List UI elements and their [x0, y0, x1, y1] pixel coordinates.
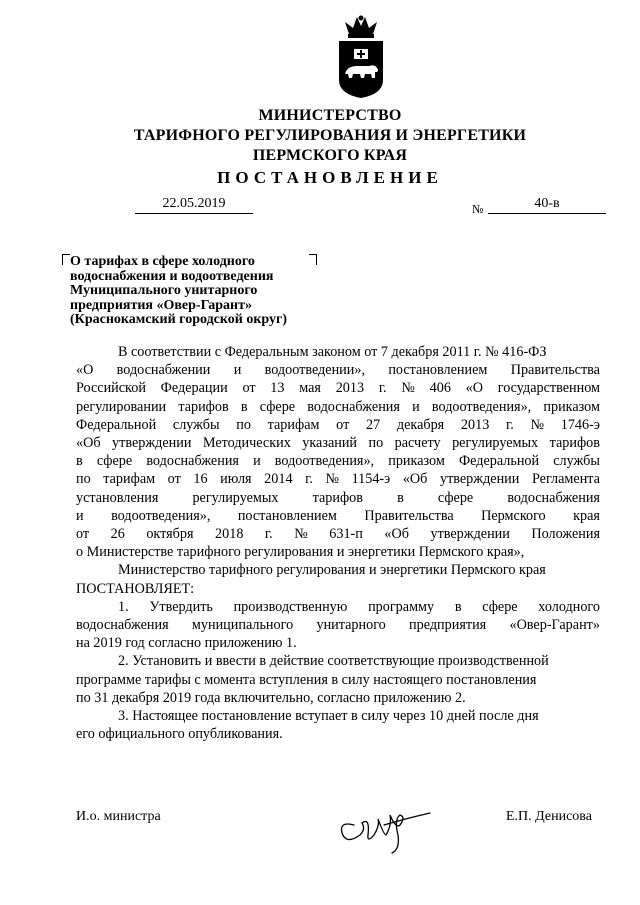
word: службы	[172, 416, 220, 433]
word: Российской	[76, 380, 146, 397]
word: указаний	[302, 435, 358, 452]
body-line: на 2019 год согласно приложению 1.	[76, 635, 297, 652]
word: 16	[193, 471, 208, 488]
ministry-header	[120, 106, 540, 166]
word: 13	[270, 380, 285, 397]
word: и	[233, 362, 242, 379]
word: по	[236, 416, 251, 433]
word: муниципального	[191, 617, 294, 634]
word: в	[240, 398, 248, 415]
word: Федеральной	[76, 416, 157, 433]
body-line: по 31 декабря 2019 года включительно, согласно приложению 2.	[76, 689, 466, 706]
word: «Об	[402, 471, 428, 488]
word: тарифов	[549, 435, 600, 452]
word: г.	[305, 471, 313, 488]
word: и	[412, 398, 420, 415]
word: холодного	[538, 598, 600, 615]
decree-date: 22.05.2019	[135, 196, 253, 214]
handwritten-signature-icon	[334, 795, 434, 855]
word: от	[167, 471, 181, 488]
word: регулируемых	[192, 489, 279, 506]
word: расчету	[394, 435, 441, 452]
word: 1746-э	[560, 416, 600, 433]
word: тарифов	[178, 398, 229, 415]
subject-line: Муниципального унитарного	[70, 283, 258, 298]
word: 2018	[215, 526, 244, 543]
word: Правительства	[364, 507, 454, 524]
body-line: 3. Настоящее постановление вступает в силу через 10 дней после дня	[118, 708, 539, 725]
perm-krai-coat-of-arms-icon	[335, 14, 387, 100]
word: постановлением	[388, 362, 488, 379]
word: утверждении	[112, 435, 192, 452]
word: №	[325, 471, 339, 488]
word: предприятия	[409, 617, 487, 634]
word: 1154-э	[351, 471, 391, 488]
word: Методических	[202, 435, 291, 452]
word: 26	[110, 526, 125, 543]
decree-subject	[70, 255, 350, 328]
body-line	[76, 489, 600, 507]
word: приказом	[388, 453, 445, 470]
decree-body	[76, 343, 600, 743]
number-sign: №	[472, 202, 484, 216]
word: г.	[264, 526, 273, 543]
word: регулировании	[76, 398, 167, 415]
ministry-line-2: ТАРИФНОГО РЕГУЛИРОВАНИЯ И ЭНЕРГЕТИКИ	[133, 127, 527, 144]
word: производственную	[233, 598, 348, 615]
word: водоснабжения	[146, 453, 239, 470]
word: 1.	[118, 598, 129, 615]
word: 2013	[335, 380, 365, 397]
word: сфере	[482, 598, 518, 615]
word: июля	[220, 471, 252, 488]
word: Регламента	[531, 471, 600, 488]
body-line	[76, 525, 600, 543]
body-line: 2. Установить и ввести в действие соответствующие производственной	[118, 653, 549, 670]
word: №	[530, 416, 545, 433]
body-line	[76, 434, 600, 452]
word: сфере	[437, 489, 474, 506]
word: в	[76, 453, 83, 470]
word: государственном	[497, 380, 600, 397]
word: №	[294, 526, 308, 543]
word: Положения	[531, 526, 600, 543]
word: унитарного	[316, 617, 386, 634]
word: утверждении	[439, 471, 520, 488]
body-line: его официального опубликования.	[76, 726, 283, 743]
decree-title: ПОСТАНОВЛЕНИЕ	[217, 168, 443, 187]
word: 2013	[460, 416, 490, 433]
signatory-position: И.о. министра	[76, 809, 161, 824]
word: «Об	[384, 526, 409, 543]
word: в	[397, 489, 404, 506]
word: тарифов	[312, 489, 363, 506]
word: водоотведения»,	[431, 398, 532, 415]
word: по	[76, 471, 91, 488]
ministry-line-3: ПЕРМСКОГО КРАЯ	[252, 147, 408, 164]
word: г.	[506, 416, 514, 433]
subject-line: О тарифах в сфере холодного	[70, 254, 255, 269]
word: и	[76, 507, 84, 524]
word: тарифам	[267, 416, 320, 433]
word: сфере	[96, 453, 133, 470]
body-line: программе тарифы с момента вступления в силу настоящего постановления	[76, 671, 537, 688]
subject-line: водоснабжения и водоотведения	[70, 268, 274, 284]
word: установления	[76, 489, 159, 506]
word: постановлением	[237, 507, 337, 524]
word: Пермского	[481, 507, 546, 524]
word: г.	[378, 380, 387, 397]
subject-line: предприятия «Овер-Гарант»	[70, 297, 252, 313]
word: тарифам	[103, 471, 156, 488]
word: мая	[299, 380, 321, 397]
word: Федеральной	[458, 453, 540, 470]
word: 406	[429, 380, 451, 397]
body-line: ПОСТАНОВЛЯЕТ:	[76, 580, 195, 597]
ministry-line-1: МИНИСТЕРСТВО	[258, 107, 402, 124]
word: №	[401, 380, 415, 397]
body-line	[76, 470, 600, 488]
word: декабря	[396, 416, 445, 433]
subject-line: (Краснокамский городской округ)	[70, 312, 288, 327]
body-line	[76, 616, 600, 634]
body-line: Министерство тарифного регулирования и энергетики Пермского края	[118, 562, 546, 579]
word: 631-п	[329, 526, 363, 543]
word: «Об	[76, 435, 101, 452]
word: программу	[368, 598, 435, 615]
word: утверждении	[430, 526, 510, 543]
word: в	[454, 598, 462, 615]
signatory-name: Е.П. Денисова	[506, 809, 592, 824]
word: 2014	[264, 471, 293, 488]
word: от	[76, 526, 90, 543]
word: «Овер-Гарант»	[509, 617, 600, 634]
subject-corner-left	[62, 254, 70, 265]
word: водоснабжения	[507, 489, 600, 506]
word: октября	[146, 526, 194, 543]
body-line	[76, 361, 600, 379]
word: 27	[365, 416, 381, 433]
word: водоснабжения	[307, 398, 400, 415]
word: Федерации	[160, 380, 228, 397]
body-line	[76, 452, 600, 470]
body-line	[76, 398, 600, 416]
body-line	[76, 416, 600, 434]
body-line	[76, 598, 600, 616]
word: края	[573, 507, 600, 524]
body-line	[76, 379, 600, 397]
word: регулируемых	[452, 435, 539, 452]
word: и	[253, 453, 261, 470]
word: Правительства	[510, 362, 600, 379]
word: сфере	[259, 398, 296, 415]
word: по	[368, 435, 384, 452]
word: «О	[465, 380, 484, 397]
word: водоотведения»,	[274, 453, 375, 470]
body-line: В соответствии с Федеральным законом от 7 декабря 2011 г. № 416-ФЗ	[118, 344, 547, 360]
word: водоснабжения	[76, 617, 169, 634]
word: приказом	[543, 398, 600, 415]
word: от	[336, 416, 350, 433]
word: водоотведении»,	[264, 362, 365, 379]
body-line	[76, 507, 600, 525]
decree-number: 40-в	[488, 196, 606, 214]
word: водоотведения»,	[111, 507, 211, 524]
body-line: о Министерстве тарифного регулирования и энергетики Пермского края»,	[76, 544, 525, 561]
word: Утвердить	[149, 598, 213, 615]
word: водоснабжении	[116, 362, 211, 379]
word: «О	[76, 362, 94, 379]
word: от	[242, 380, 256, 397]
word: службы	[553, 453, 600, 470]
